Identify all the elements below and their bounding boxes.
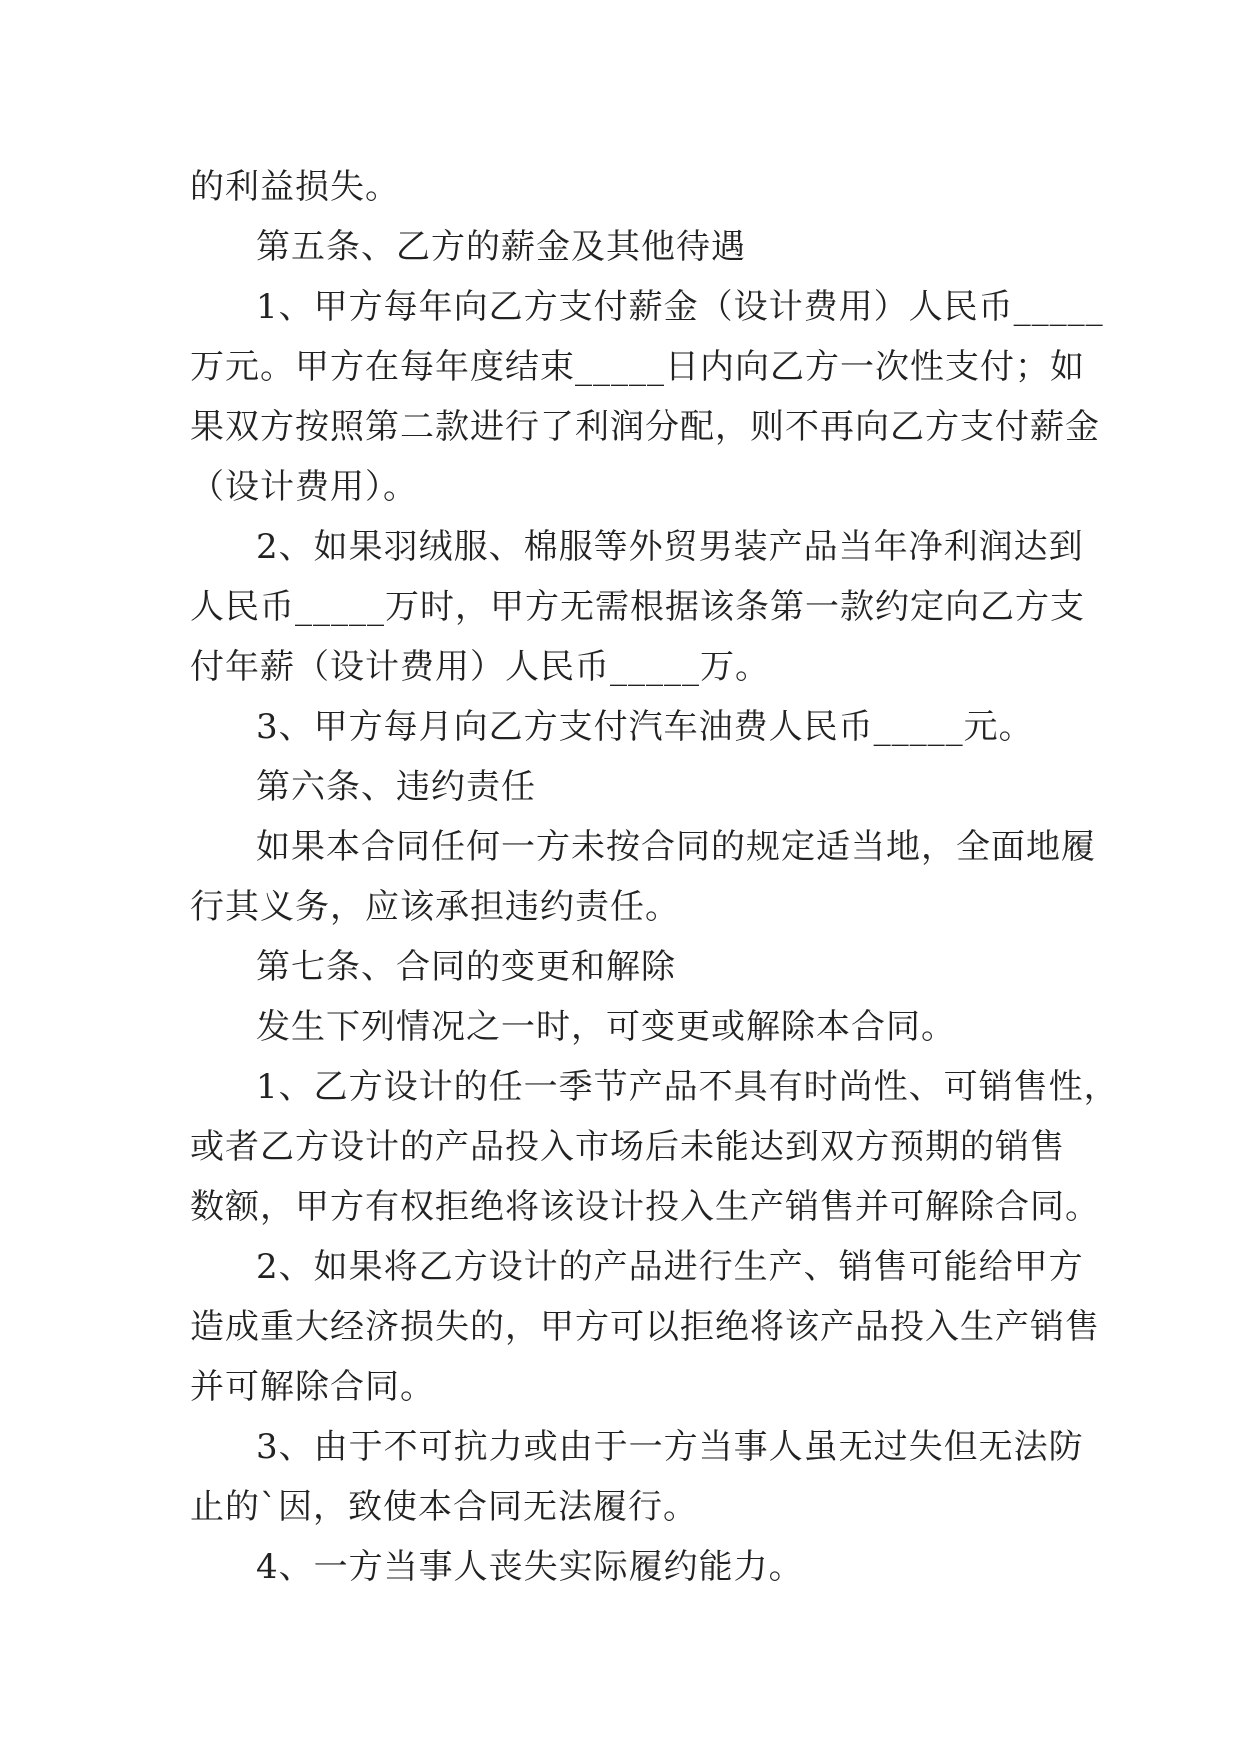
clause-7-2-line-3: 并可解除合同。 [190,1367,435,1407]
clause-5-3-line-1: 3、甲方每月向乙方支付汽车油费人民币_____元。 [256,707,1034,747]
clause-7-2-line-1: 2、如果将乙方设计的产品进行生产、销售可能给甲方 [256,1247,1084,1287]
clause-5-1-line-1: 1、甲方每年向乙方支付薪金（设计费用）人民币_____ [256,287,1104,327]
article-5-heading: 第五条、乙方的薪金及其他待遇 [256,227,746,267]
clause-5-2-line-1: 2、如果羽绒服、棉服等外贸男装产品当年净利润达到 [256,527,1084,567]
clause-5-1-line-3: 果双方按照第二款进行了利润分配，则不再向乙方支付薪金 [190,407,1100,447]
article-7-heading: 第七条、合同的变更和解除 [256,947,676,987]
article-6-body-line-1: 如果本合同任何一方未按合同的规定适当地，全面地履 [256,827,1096,867]
clause-7-3-line-1: 3、由于不可抗力或由于一方当事人虽无过失但无法防 [256,1427,1084,1467]
clause-5-2-line-3: 付年薪（设计费用）人民币_____万。 [190,647,770,687]
clause-7-1-line-2: 或者乙方设计的产品投入市场后未能达到双方预期的销售 [190,1127,1065,1167]
article-6-heading: 第六条、违约责任 [256,767,536,807]
clause-5-2-line-2: 人民币_____万时，甲方无需根据该条第一款约定向乙方支 [190,587,1085,627]
clause-7-4-line-1: 4、一方当事人丧失实际履约能力。 [256,1547,804,1587]
paragraph-line-1: 的利益损失。 [190,167,400,207]
clause-5-1-line-2: 万元。甲方在每年度结束_____日内向乙方一次性支付；如 [190,347,1085,387]
article-7-intro: 发生下列情况之一时，可变更或解除本合同。 [256,1007,956,1047]
clause-7-3-line-2: 止的`因，致使本合同无法履行。 [190,1487,698,1527]
article-6-body-line-2: 行其义务，应该承担违约责任。 [190,887,680,927]
clause-5-1-line-4: （设计费用）。 [190,467,418,507]
clause-7-2-line-2: 造成重大经济损失的，甲方可以拒绝将该产品投入生产销售 [190,1307,1100,1347]
clause-7-1-line-3: 数额，甲方有权拒绝将该设计投入生产销售并可解除合同。 [190,1187,1100,1227]
clause-7-1-line-1: 1、乙方设计的任一季节产品不具有时尚性、可销售性， [256,1067,1119,1107]
